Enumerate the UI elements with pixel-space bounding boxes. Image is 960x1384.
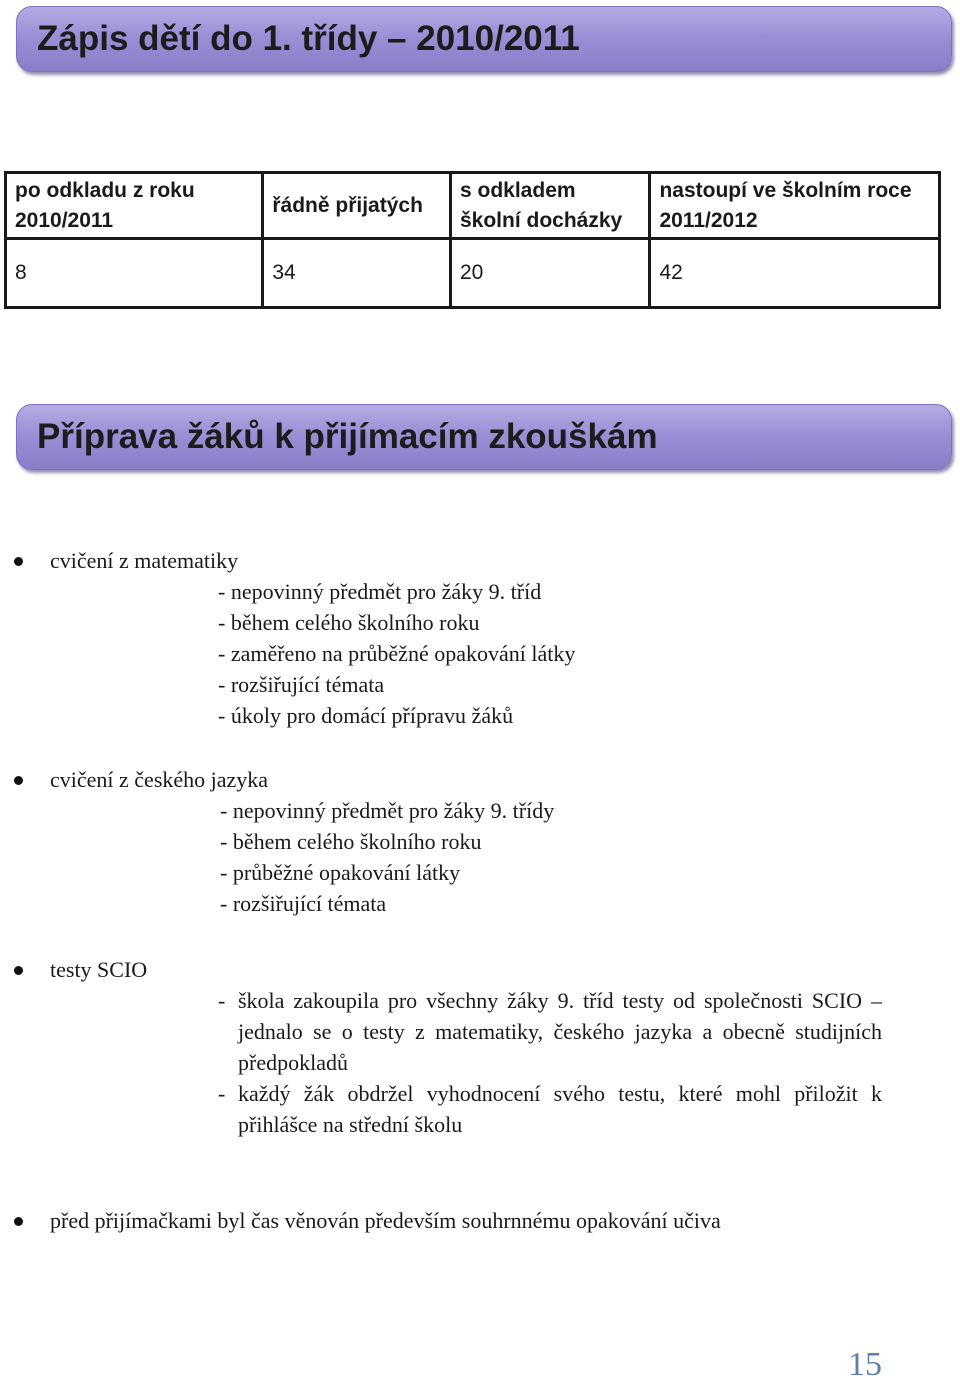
scio-point [218,1078,882,1140]
value-regularly-admitted: 34 [263,239,451,308]
scio-point [218,985,882,1078]
math-point: - zaměřeno na průběžné opakování látky [218,641,576,666]
exam-prep-title: Příprava žáků k přijímacím zkouškám [37,417,658,456]
czech-label: cvičení z českého jazyka [50,767,269,792]
scio-point-text: každý žák obdržel vyhodnocení svého testu, které mohl přiložit k přihlášce na střední školu [238,1081,882,1137]
value-after-deferral: 8 [6,239,263,308]
czech-point: - rozšiřující témata [220,891,387,916]
header-with-deferral: s odkladem školní docházky [451,173,650,239]
enrollment-banner [16,6,952,72]
math-point: - rozšiřující témata [218,672,385,697]
czech-point: - během celého školního roku [220,829,482,854]
enrollment-title: Zápis dětí do 1. třídy – 2010/2011 [37,19,580,58]
bullet-icon [14,966,23,975]
scio-label: testy SCIO [50,957,148,982]
scio-point-text: škola zakoupila pro všechny žáky 9. tříd testy od společnosti SCIO – jednalo se o testy z matematiky, českého jazyka a obecně studijních předpokladů [238,988,882,1075]
math-point: - nepovinný předmět pro žáky 9. tříd [218,579,542,604]
value-starting-next-year: 42 [650,239,940,308]
table-row [6,239,940,308]
page-number: 15 [848,1346,882,1383]
header-regularly-admitted: řádně přijatých [263,173,451,239]
bullet-icon [14,557,23,566]
math-point: - úkoly pro domácí přípravu žáků [218,703,514,728]
enrollment-table [4,171,941,309]
math-label: cvičení z matematiky [50,548,239,573]
review-label: před přijímačkami byl čas věnován především souhrnnému opakování učiva [50,1208,721,1233]
dash-marker: - [218,988,226,1013]
bullet-icon [14,776,23,785]
value-with-deferral: 20 [451,239,650,308]
header-after-deferral: po odkladu z roku 2010/2011 [6,173,263,239]
bullet-icon [14,1217,23,1226]
math-point: - během celého školního roku [218,610,480,635]
dash-marker: - [218,1081,226,1106]
czech-point: - průběžné opakování látky [220,860,461,885]
table-header-row [6,173,940,239]
exam-prep-banner [16,404,952,470]
czech-point: - nepovinný předmět pro žáky 9. třídy [220,798,555,823]
header-starting-next-year: nastoupí ve školním roce 2011/2012 [650,173,940,239]
